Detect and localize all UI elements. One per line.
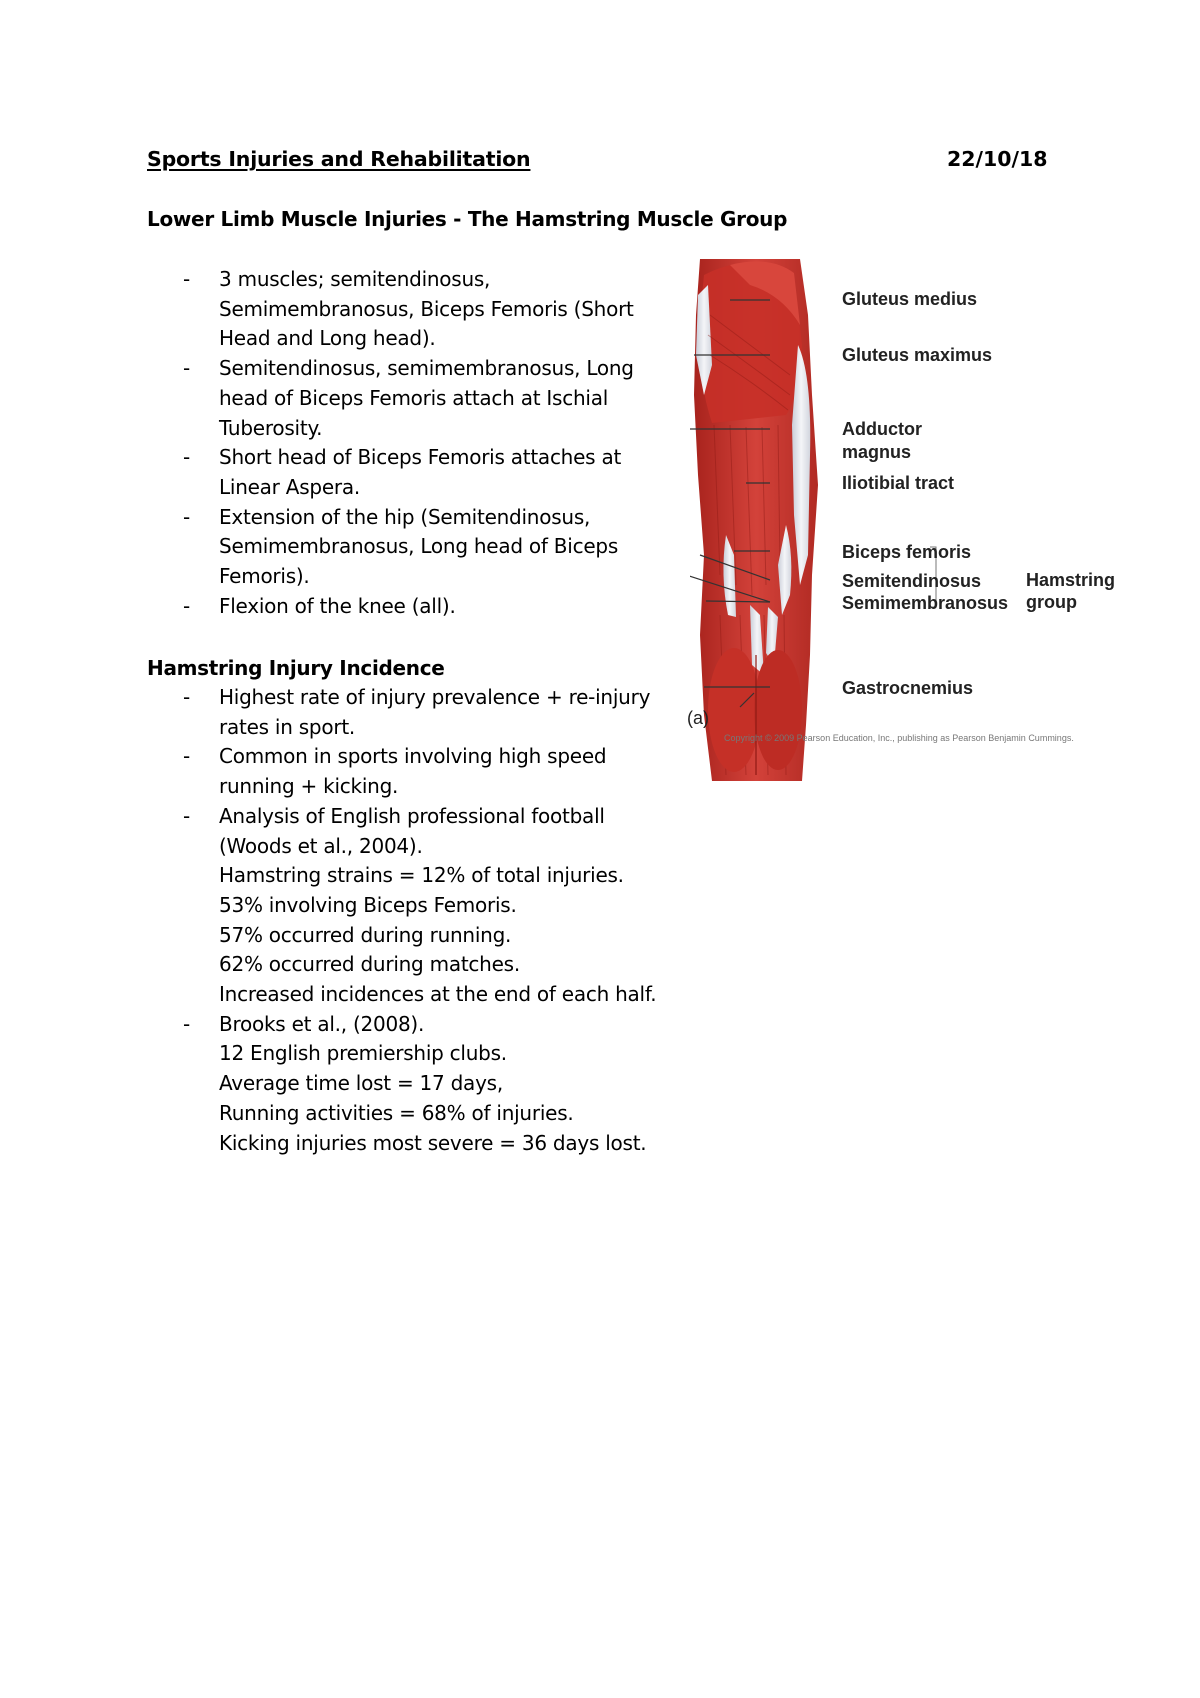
list-item — [147, 503, 707, 592]
list-item-line: Flexion of the knee (all). — [219, 593, 456, 618]
label-panel-a: (a) — [687, 708, 709, 728]
section-heading-injury-incidence: Hamstring Injury Incidence — [147, 656, 445, 680]
list-item — [147, 592, 707, 622]
label-magnus: magnus — [842, 442, 912, 462]
list-item-line: 62% occurred during matches. — [219, 952, 520, 977]
label-biceps-femoris: Biceps femoris — [842, 542, 972, 562]
bullet-dash: - — [183, 803, 190, 828]
bullet-dash: - — [183, 356, 190, 381]
list-item-line: Highest rate of injury prevalence + re-injury — [219, 685, 651, 709]
list-item — [147, 265, 707, 354]
leg-muscle-illustration — [690, 255, 1120, 815]
page-title: Sports Injuries and Rehabilitation — [147, 147, 531, 171]
list-item-line: Tuberosity. — [219, 415, 323, 440]
list-item-line: rates in sport. — [219, 714, 356, 739]
label-hamstring: Hamstring — [1026, 570, 1116, 590]
list-item-line: Hamstring strains = 12% of total injuries. — [219, 863, 624, 888]
gastrocnemius-shape-left — [708, 648, 760, 772]
bullet-dash: - — [183, 445, 190, 470]
page-date: 22/10/18 — [947, 147, 1048, 171]
list-item-line: Average time lost = 17 days, — [219, 1071, 503, 1096]
label-gluteus-medius: Gluteus medius — [842, 289, 978, 309]
label-iliotibial-tract: Iliotibial tract — [842, 473, 955, 493]
list-item-line: Increased incidences at the end of each half. — [219, 982, 657, 1007]
list-item-line: 3 muscles; semitendinosus, — [219, 267, 491, 291]
label-gluteus-maximus: Gluteus maximus — [842, 345, 993, 365]
section-heading-hamstring-group: Lower Limb Muscle Injuries - The Hamstring Muscle Group — [147, 207, 788, 231]
list-item-line: head of Biceps Femoris attach at Ischial — [219, 385, 609, 410]
list-item-line: Common in sports involving high speed — [219, 744, 607, 769]
label-semimembranosus: Semimembranosus — [842, 593, 1009, 613]
list-item-line: Kicking injuries most severe = 36 days lost. — [219, 1130, 647, 1155]
bullet-dash: - — [183, 593, 190, 618]
label-gastrocnemius: Gastrocnemius — [842, 678, 974, 698]
injury-incidence-list — [147, 683, 707, 1158]
list-item-line: Head and Long head). — [219, 326, 436, 351]
list-item-line: Analysis of English professional football — [219, 803, 605, 828]
list-item-line: 12 English premiership clubs. — [219, 1041, 507, 1066]
list-item — [147, 443, 707, 502]
list-item — [147, 742, 707, 801]
label-semitendinosus: Semitendinosus — [842, 571, 982, 591]
list-item-line: Running activities = 68% of injuries. — [219, 1100, 574, 1125]
list-item — [147, 1010, 707, 1159]
list-item-line: Linear Aspera. — [219, 474, 360, 499]
figure-copyright: Copyright © 2009 Pearson Education, Inc., publishing as Pearson Benjamin Cummings. — [724, 733, 1074, 743]
bullet-dash: - — [183, 267, 190, 291]
hamstring-group-list — [147, 265, 707, 621]
list-item-line: Semimembranosus, Biceps Femoris (Short — [219, 296, 634, 321]
bullet-dash: - — [183, 504, 190, 529]
list-item — [147, 802, 707, 1010]
list-item — [147, 354, 707, 443]
label-group: group — [1026, 592, 1077, 612]
list-item-line: (Woods et al., 2004). — [219, 833, 423, 858]
list-item-line: 53% involving Biceps Femoris. — [219, 892, 517, 917]
bullet-dash: - — [183, 685, 190, 709]
list-item-line: Extension of the hip (Semitendinosus, — [219, 504, 591, 529]
gastrocnemius-shape-right — [754, 650, 802, 770]
bullet-dash: - — [183, 1011, 190, 1036]
hamstring-anatomy-figure — [687, 255, 1120, 815]
list-item-line: 57% occurred during running. — [219, 922, 512, 947]
label-adductor: Adductor — [842, 419, 922, 439]
bullet-dash: - — [183, 744, 190, 769]
list-item — [147, 683, 707, 742]
list-item-line: Brooks et al., (2008). — [219, 1011, 425, 1036]
list-item-line: Short head of Biceps Femoris attaches at — [219, 445, 622, 470]
list-item-line: Semitendinosus, semimembranosus, Long — [219, 356, 634, 381]
list-item-line: running + kicking. — [219, 774, 399, 799]
list-item-line: Semimembranosus, Long head of Biceps — [219, 534, 618, 559]
list-item-line: Femoris). — [219, 564, 310, 589]
